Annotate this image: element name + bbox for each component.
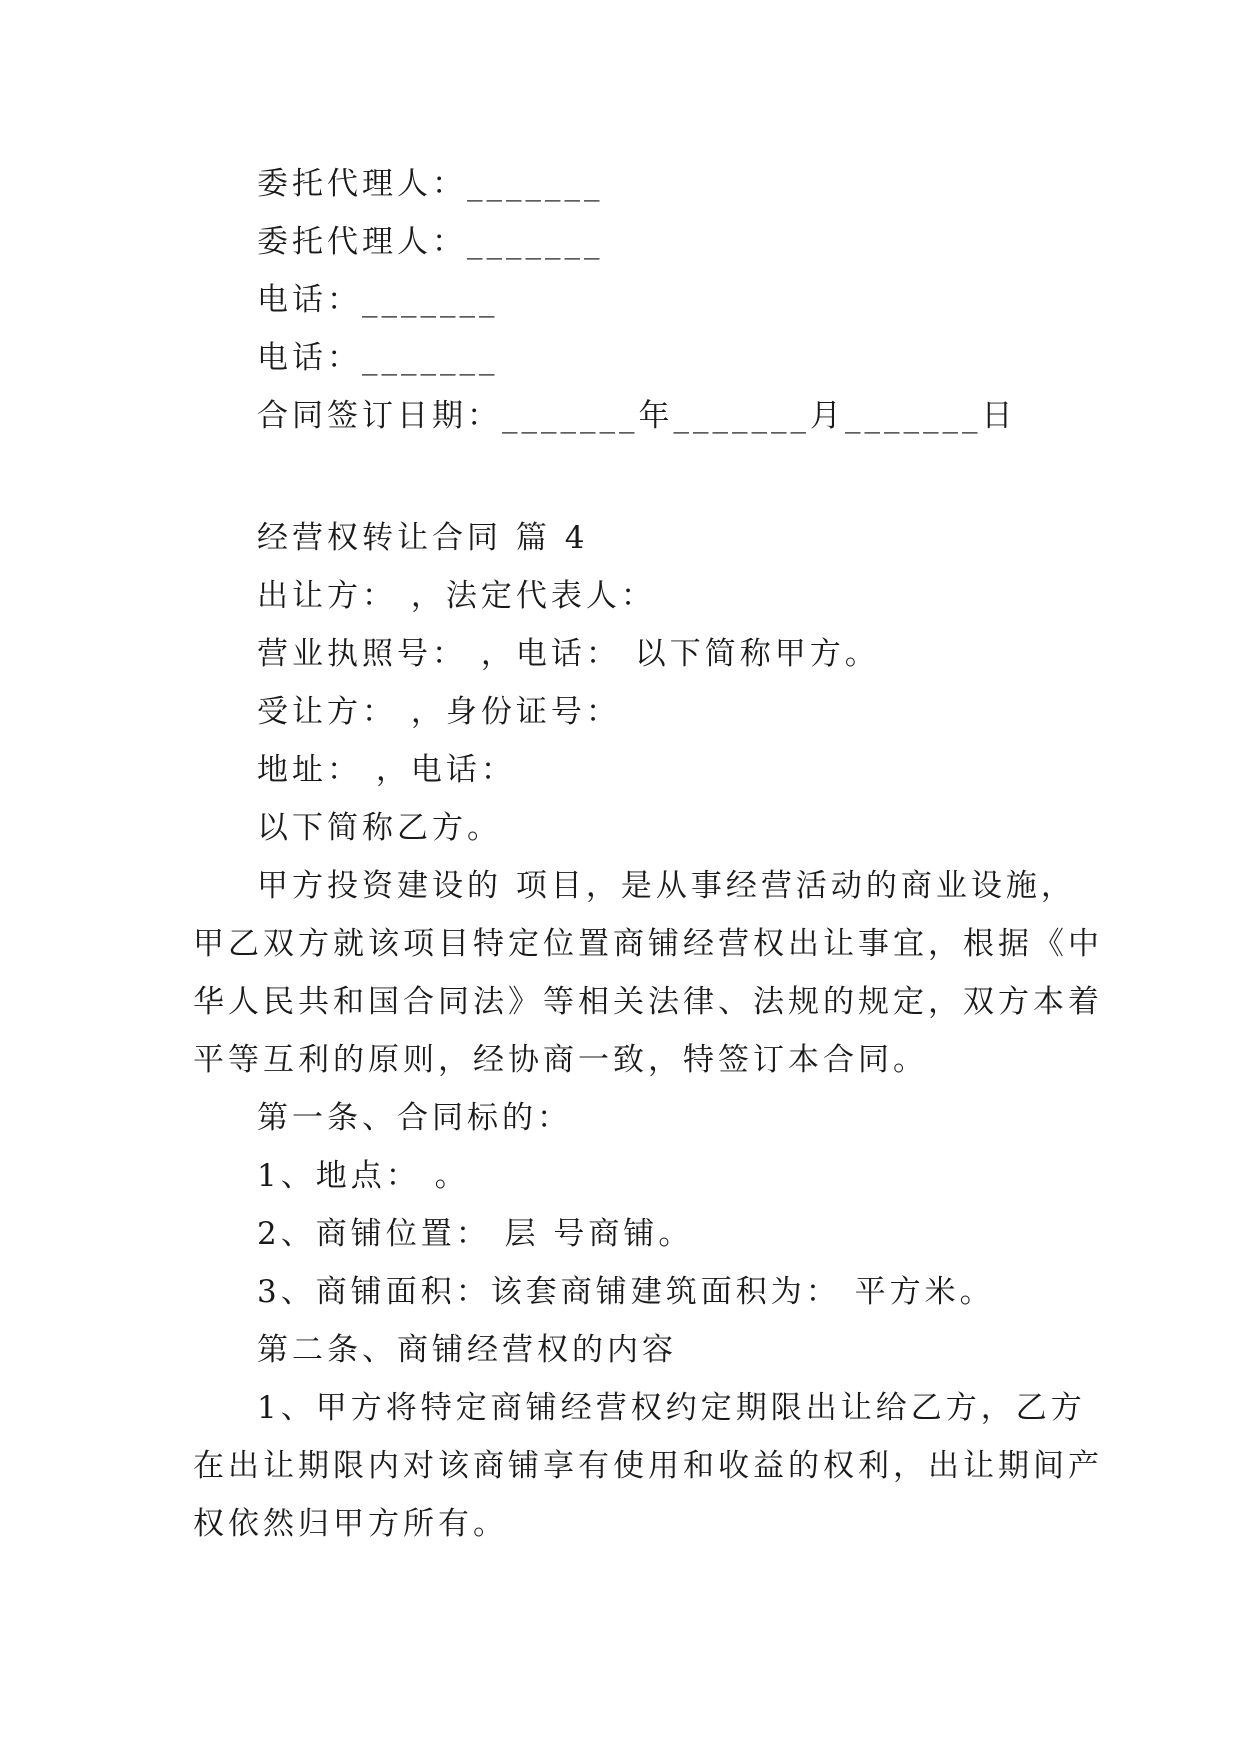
preamble-line-1: 甲方投资建设的 项目，是从事经营活动的商业设施，: [257, 868, 1076, 904]
address-line: 地址： ，电话：: [257, 752, 516, 788]
transferor-line: 出让方： ，法定代表人：: [257, 578, 656, 614]
preamble-line-4: 平等互利的原则，经协商一致，特签订本合同。: [193, 1042, 928, 1078]
article-1-item-1: 1、地点： 。: [257, 1158, 470, 1194]
article-2-clause-1-line-1: 1、甲方将特定商铺经营权约定期限出让给乙方，乙方: [257, 1390, 1086, 1426]
article-1-item-3: 3、商铺面积：该套商铺建筑面积为： 平方米。: [257, 1274, 995, 1310]
section-title: 经营权转让合同 篇 4: [257, 520, 589, 556]
article-2-clause-1-line-3: 权依然归甲方所有。: [193, 1506, 508, 1542]
transferee-line: 受让方： ，身份证号：: [257, 694, 621, 730]
phone-line-2: 电话：_______: [257, 340, 499, 376]
license-line: 营业执照号： ，电话： 以下简称甲方。: [257, 636, 880, 672]
transferee-alias-line: 以下简称乙方。: [257, 810, 502, 846]
agent-line-1: 委托代理人：_______: [257, 166, 604, 202]
article-1-heading: 第一条、合同标的：: [257, 1100, 572, 1136]
article-2-heading: 第二条、商铺经营权的内容: [257, 1332, 677, 1368]
preamble-line-2: 甲乙双方就该项目特定位置商铺经营权出让事宜，根据《中: [193, 926, 1103, 962]
phone-line-1: 电话：_______: [257, 282, 499, 318]
preamble-line-3: 华人民共和国合同法》等相关法律、法规的规定，双方本着: [193, 984, 1103, 1020]
sign-date-line: 合同签订日期：_______年_______月_______日: [257, 398, 1017, 434]
article-1-item-2: 2、商铺位置： 层 号商铺。: [257, 1216, 694, 1252]
article-2-clause-1-line-2: 在出让期限内对该商铺享有使用和收益的权利，出让期间产: [193, 1448, 1103, 1484]
agent-line-2: 委托代理人：_______: [257, 224, 604, 260]
